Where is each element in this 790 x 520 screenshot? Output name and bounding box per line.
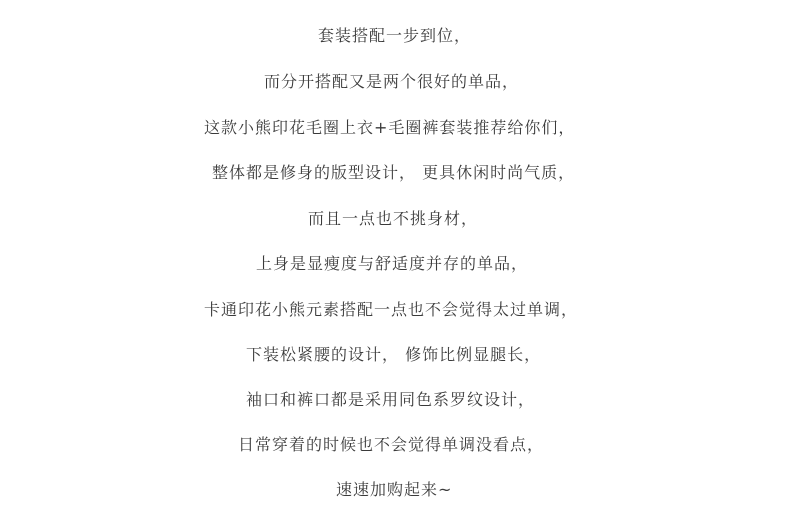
description-line-8: 下装松紧腰的设计， 修饰比例显腿长， <box>246 345 542 364</box>
description-line-10: 日常穿着的时候也不会觉得单调没看点， <box>238 435 545 454</box>
description-line-6: 上身是显瘦度与舒适度并存的单品， <box>256 254 529 273</box>
description-line-9: 袖口和裤口都是采用同色系罗纹设计， <box>246 390 536 409</box>
description-line-3: 这款小熊印花毛圈上衣+毛圈裤套装推荐给你们， <box>204 118 576 137</box>
description-line-4: 整体都是修身的版型设计， 更具休闲时尚气质， <box>212 163 576 182</box>
description-line-2: 而分开搭配又是两个很好的单品， <box>264 72 520 91</box>
description-line-7: 卡通印花小熊元素搭配一点也不会觉得太过单调， <box>204 300 579 319</box>
description-line-5: 而且一点也不挑身材， <box>308 209 479 228</box>
description-line-11: 速速加购起来~ <box>336 480 453 499</box>
description-line-1: 套装搭配一步到位， <box>318 26 472 45</box>
